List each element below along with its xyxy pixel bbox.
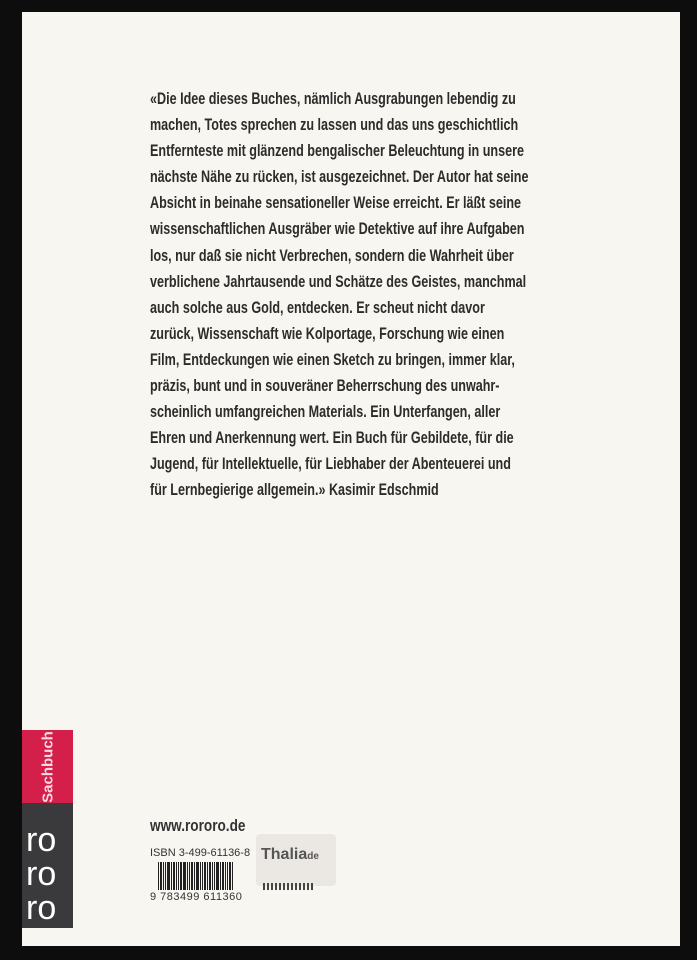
quote-line: Jugend, für Intellektuelle, für Liebhaber der Abenteuerei und	[150, 454, 511, 474]
quote-line: Absicht in beinahe sensationeller Weise erreicht. Er läßt seine	[150, 193, 522, 213]
barcode-number: 9 783499 611360	[150, 891, 243, 903]
barcode-bar	[202, 862, 203, 890]
quote-line: «Die Idee dieses Buches, nämlich Ausgrabungen lebendig zu	[150, 89, 516, 108]
barcode-bar	[163, 862, 164, 890]
quote-line: verblichene Jahrtausende und Schätze des Geistes, manchmal	[150, 271, 527, 291]
logo-line: ro	[26, 889, 57, 927]
barcode-bar	[212, 862, 213, 890]
barcode-bar	[165, 862, 166, 890]
sticker-barcode	[263, 883, 313, 890]
barcode-bar	[183, 862, 186, 890]
barcode-bar	[227, 862, 228, 890]
barcode	[158, 862, 250, 890]
barcode-bar	[194, 862, 195, 890]
quote-line: nächste Nähe zu rücken, ist ausgezeichnet. Der Autor hat seine	[150, 167, 529, 187]
barcode-bar	[222, 862, 224, 890]
quote-line: los, nur daß sie nicht Verbrechen, sondern die Wahrheit über	[150, 245, 514, 265]
barcode-bar	[209, 862, 211, 890]
publisher-url: www.rororo.de	[150, 816, 246, 835]
barcode-bar	[180, 862, 182, 890]
barcode-bar	[220, 862, 221, 890]
quote-line: scheinlich umfangreichen Materials. Ein Unterfangen, aller	[150, 402, 501, 422]
quote-line: machen, Totes sprechen zu lassen und das uns geschichtlich	[150, 115, 519, 135]
blurb-quote	[150, 86, 661, 504]
barcode-bar	[187, 862, 188, 890]
barcode-bar	[216, 862, 219, 890]
barcode-bar	[232, 862, 233, 890]
quote-line: zurück, Wissenschaft wie Kolportage, Forschung wie einen	[150, 323, 505, 343]
barcode-bar	[229, 862, 231, 890]
quote-line: präzis, bunt und in souveräner Beherrschung des unwahr-	[150, 376, 500, 396]
isbn: ISBN 3-499-61136-8	[150, 847, 251, 859]
sticker-brand: Thaliade	[261, 846, 319, 863]
quote-line: wissenschaftlichen Ausgräber wie Detektive auf ihre Aufgaben	[150, 219, 525, 239]
category-label: Sachbuch	[39, 730, 56, 803]
barcode-bar	[191, 862, 193, 890]
barcode-bar	[200, 862, 201, 890]
barcode-bar	[178, 862, 179, 890]
barcode-bar	[176, 862, 177, 890]
barcode-bar	[167, 862, 170, 890]
price-sticker	[256, 834, 336, 886]
quote-line: Ehren und Anerkennung wert. Ein Buch für Gebildete, für die	[150, 428, 514, 448]
category-band	[22, 730, 73, 803]
quote-line: Entfernteste mit glänzend bengalischer Beleuchtung in unsere	[150, 141, 524, 161]
barcode-bar	[171, 862, 172, 890]
rororo-logo	[26, 823, 56, 925]
barcode-bar	[173, 862, 175, 890]
logo-line: ro	[26, 821, 57, 859]
barcode-bar	[204, 862, 206, 890]
barcode-bar	[189, 862, 190, 890]
barcode-bar	[158, 862, 159, 890]
barcode-bar	[225, 862, 226, 890]
barcode-bar	[207, 862, 208, 890]
logo-line: ro	[26, 855, 57, 893]
quote-line: auch solche aus Gold, entdecken. Er scheut nicht davor	[150, 297, 485, 317]
quote-line: Film, Entdeckungen wie einen Sketch zu bringen, immer klar,	[150, 349, 515, 369]
barcode-bar	[214, 862, 215, 890]
barcode-bar	[160, 862, 162, 890]
barcode-bar	[196, 862, 199, 890]
quote-line: für Lernbegierige allgemein.» Kasimir Edschmid	[150, 480, 439, 500]
